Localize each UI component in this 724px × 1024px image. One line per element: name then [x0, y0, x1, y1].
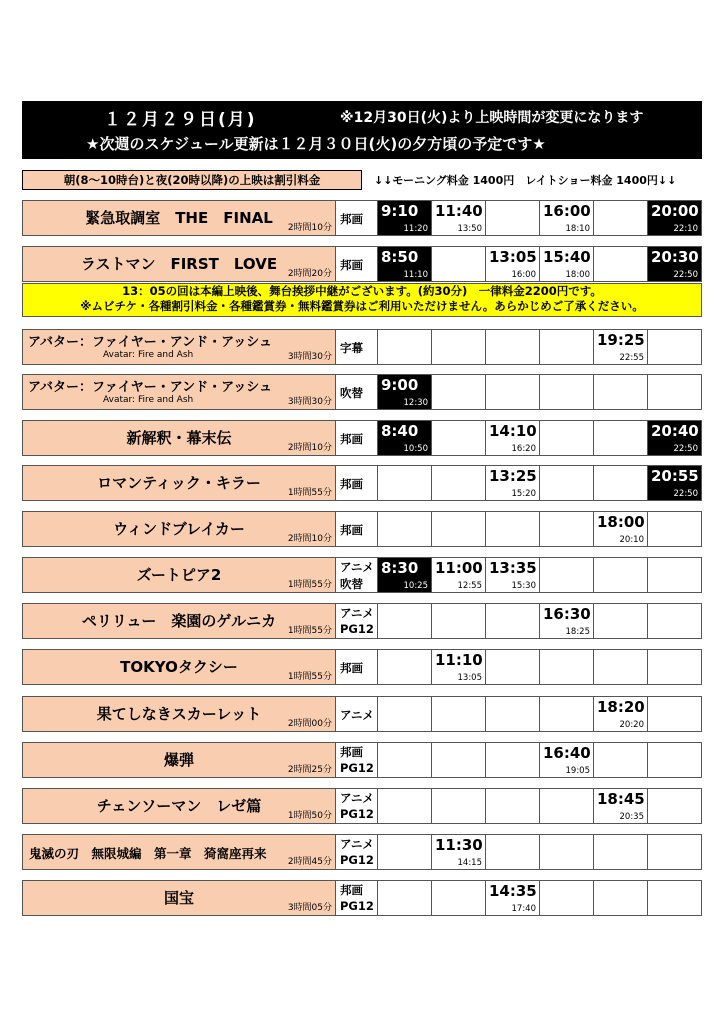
- showtime-end: 22:10: [673, 224, 698, 234]
- movie-row: [22, 246, 702, 282]
- empty-slot: [378, 743, 432, 777]
- movie-type-cell: [336, 604, 378, 638]
- empty-slot: [540, 697, 594, 731]
- movie-duration: 1時間55分: [287, 672, 332, 682]
- showtime-start: 13:25: [489, 467, 537, 485]
- movie-row: [22, 649, 702, 685]
- empty-slot: [378, 512, 432, 546]
- schedule-date: １２月２９日(月): [104, 110, 257, 130]
- showtime-end: 16:20: [511, 444, 536, 454]
- movie-type-cell: [336, 512, 378, 546]
- movie-type-label: アニメ: [340, 560, 374, 574]
- empty-slot: [594, 835, 648, 869]
- showtime-start: 8:50: [381, 248, 419, 266]
- showtime-start: 20:30: [651, 248, 699, 266]
- movie-duration: 2時間25分: [287, 765, 332, 775]
- empty-slot: [432, 247, 486, 281]
- empty-slot: [432, 604, 486, 638]
- showtime-slot: [594, 512, 648, 546]
- empty-slot: [486, 604, 540, 638]
- empty-slot: [594, 421, 648, 455]
- showtime-start: 19:25: [597, 331, 645, 349]
- movie-type-label: 邦画: [340, 477, 363, 491]
- movie-type-cell: [336, 201, 378, 235]
- movie-row: [22, 696, 702, 732]
- empty-slot: [594, 881, 648, 915]
- movie-title-cell: [23, 375, 336, 409]
- showtime-end: 16:00: [511, 270, 536, 280]
- movie-title: 新解釈・幕末伝: [126, 429, 232, 447]
- showtime-start: 16:40: [543, 744, 591, 762]
- movie-type-label: 邦画: [340, 212, 363, 226]
- empty-slot: [540, 512, 594, 546]
- showtime-start: 13:35: [489, 559, 537, 577]
- showtime-slot: [648, 466, 701, 500]
- movie-type-cell: [336, 881, 378, 915]
- movie-duration: 1時間55分: [287, 488, 332, 498]
- empty-slot: [378, 697, 432, 731]
- empty-slot: [432, 466, 486, 500]
- showtime-slot: [594, 330, 648, 364]
- movie-title-cell: [23, 881, 336, 915]
- showtime-slot: [378, 375, 432, 409]
- movie-type-label: 邦画: [340, 661, 363, 675]
- empty-slot: [648, 512, 701, 546]
- movie-type-cell: [336, 789, 378, 823]
- movie-type-cell: [336, 421, 378, 455]
- notice-line: 13：05の回は本編上映後、舞台挨拶中継がございます。(約30分) 一律料金2200円です。: [122, 284, 602, 298]
- empty-slot: [486, 650, 540, 684]
- movie-type-label: 邦画: [340, 432, 363, 446]
- movie-title: 果てしなきスカーレット: [96, 705, 262, 723]
- movie-title: ラストマン FIRST LOVE: [80, 255, 278, 273]
- showtime-start: 13:05: [489, 248, 537, 266]
- discount-rates: ↓↓モーニング料金 1400円 レイトショー料金 1400円↓↓: [374, 174, 677, 187]
- showtime-start: 18:00: [597, 513, 645, 531]
- movie-type-label: アニメ: [340, 708, 374, 722]
- movie-title-cell: [23, 466, 336, 500]
- movie-row: [22, 742, 702, 778]
- empty-slot: [594, 201, 648, 235]
- movie-title-cell: [23, 789, 336, 823]
- showtime-slot: [540, 743, 594, 777]
- movie-duration: 2時間10分: [287, 443, 332, 453]
- empty-slot: [486, 201, 540, 235]
- movie-type-label: 邦画: [340, 883, 363, 897]
- showtime-end: 22:50: [673, 270, 698, 280]
- movie-title-cell: [23, 558, 336, 592]
- movie-type-label: アニメ: [340, 837, 374, 851]
- showtime-end: 15:30: [511, 581, 536, 591]
- showtime-start: 18:45: [597, 790, 645, 808]
- empty-slot: [486, 697, 540, 731]
- movie-title-cell: [23, 421, 336, 455]
- showtime-slot: [648, 247, 701, 281]
- movie-type-label: 吹替: [340, 577, 363, 591]
- update-note: ★次週のスケジュール更新は１２月３０日(火)の夕方頃の予定です★: [86, 135, 546, 153]
- empty-slot: [432, 743, 486, 777]
- movie-type-label: 邦画: [340, 523, 363, 537]
- empty-slot: [432, 697, 486, 731]
- showtime-start: 8:40: [381, 422, 419, 440]
- movie-title-cell: [23, 697, 336, 731]
- discount-note: 朝(8～10時台)と夜(20時以降)の上映は割引料金: [22, 170, 362, 190]
- empty-slot: [486, 835, 540, 869]
- pricing-row: [22, 170, 702, 192]
- showtime-end: 18:10: [565, 224, 590, 234]
- movie-title: アバター：ファイヤー・アンド・アッシュ: [28, 380, 273, 395]
- empty-slot: [486, 330, 540, 364]
- showtime-end: 20:10: [619, 535, 644, 545]
- empty-slot: [432, 512, 486, 546]
- empty-slot: [486, 375, 540, 409]
- empty-slot: [540, 375, 594, 409]
- empty-slot: [648, 558, 701, 592]
- movie-type-label: アニメ: [340, 606, 374, 620]
- showtime-end: 22:50: [673, 489, 698, 499]
- empty-slot: [486, 789, 540, 823]
- movie-title: 国宝: [163, 889, 194, 907]
- showtime-end: 10:25: [403, 581, 428, 591]
- movie-duration: 2時間10分: [287, 223, 332, 233]
- movie-title: 緊急取調室 THE FINAL: [85, 209, 273, 227]
- empty-slot: [594, 247, 648, 281]
- showtime-start: 8:30: [381, 559, 419, 577]
- movie-title-cell: [23, 201, 336, 235]
- empty-slot: [540, 789, 594, 823]
- movie-title-cell: [23, 604, 336, 638]
- showtime-end: 11:10: [403, 270, 428, 280]
- movie-type-label: アニメ: [340, 791, 374, 805]
- movie-type-cell: [336, 375, 378, 409]
- showtime-slot: [540, 201, 594, 235]
- empty-slot: [648, 375, 701, 409]
- empty-slot: [540, 558, 594, 592]
- showtime-slot: [648, 201, 701, 235]
- empty-slot: [540, 421, 594, 455]
- showtime-end: 13:50: [457, 224, 482, 234]
- empty-slot: [378, 330, 432, 364]
- movie-duration: 2時間20分: [287, 269, 332, 279]
- movie-type-label: 吹替: [340, 386, 363, 400]
- movie-title: TOKYOタクシー: [120, 658, 238, 676]
- showtime-start: 20:00: [651, 202, 699, 220]
- showtime-slot: [540, 604, 594, 638]
- empty-slot: [648, 743, 701, 777]
- empty-slot: [540, 330, 594, 364]
- showtime-slot: [594, 789, 648, 823]
- empty-slot: [594, 743, 648, 777]
- movie-type-label: PG12: [340, 853, 374, 867]
- movie-row: [22, 374, 702, 410]
- showtime-slot: [486, 881, 540, 915]
- movie-title: 鬼滅の刃 無限城編 第一章 猗窩座再来: [29, 846, 267, 861]
- showtime-slot: [432, 201, 486, 235]
- showtime-slot: [432, 558, 486, 592]
- movie-row: [22, 329, 702, 365]
- movie-duration: 3時間05分: [287, 903, 332, 913]
- movie-row: [22, 834, 702, 870]
- movie-row: [22, 603, 702, 639]
- movie-row: [22, 788, 702, 824]
- showtime-start: 18:20: [597, 698, 645, 716]
- movie-type-cell: [336, 558, 378, 592]
- empty-slot: [540, 650, 594, 684]
- showtime-slot: [648, 421, 701, 455]
- movie-title-cell: [23, 330, 336, 364]
- event-notice: [22, 283, 702, 317]
- empty-slot: [378, 604, 432, 638]
- movie-type-label: PG12: [340, 899, 374, 913]
- showtime-slot: [594, 697, 648, 731]
- empty-slot: [378, 789, 432, 823]
- empty-slot: [432, 881, 486, 915]
- movie-title: アバター：ファイヤー・アンド・アッシュ: [28, 335, 273, 350]
- movie-title: ペリリュー 楽園のゲルニカ: [81, 612, 277, 630]
- movie-title: 爆弾: [163, 751, 194, 769]
- movie-type-cell: [336, 466, 378, 500]
- notice-line: ※ムビチケ・各種割引料金・各種鑑賞券・無料鑑賞券はご利用いただけません。あらかじめご了承ください。: [80, 299, 644, 313]
- empty-slot: [540, 466, 594, 500]
- showtime-end: 13:05: [457, 673, 482, 683]
- movie-type-cell: [336, 743, 378, 777]
- showtime-start: 11:10: [435, 651, 483, 669]
- showtime-slot: [378, 201, 432, 235]
- empty-slot: [378, 835, 432, 869]
- empty-slot: [432, 375, 486, 409]
- showtime-end: 18:00: [565, 270, 590, 280]
- empty-slot: [486, 512, 540, 546]
- empty-slot: [378, 650, 432, 684]
- movie-title: チェンソーマン レゼ篇: [96, 797, 262, 815]
- movie-row: [22, 880, 702, 916]
- empty-slot: [648, 835, 701, 869]
- showtime-slot: [378, 421, 432, 455]
- showtime-slot: [378, 558, 432, 592]
- movie-row: [22, 557, 702, 593]
- showtime-start: 14:35: [489, 882, 537, 900]
- movie-type-cell: [336, 330, 378, 364]
- movie-subtitle: Avatar: Fire and Ash: [103, 395, 194, 405]
- showtime-end: 22:55: [619, 353, 644, 363]
- movie-title-cell: [23, 835, 336, 869]
- showtime-slot: [432, 835, 486, 869]
- showtime-end: 11:20: [403, 224, 428, 234]
- movie-type-label: PG12: [340, 622, 374, 636]
- empty-slot: [648, 650, 701, 684]
- movie-duration: 3時間30分: [287, 397, 332, 407]
- empty-slot: [432, 330, 486, 364]
- showtime-end: 14:15: [457, 858, 482, 868]
- movie-type-label: PG12: [340, 807, 374, 821]
- showtime-slot: [486, 558, 540, 592]
- showtime-end: 15:20: [511, 489, 536, 499]
- showtime-slot: [486, 466, 540, 500]
- empty-slot: [648, 881, 701, 915]
- movie-type-cell: [336, 697, 378, 731]
- movie-row: [22, 511, 702, 547]
- empty-slot: [594, 604, 648, 638]
- showtime-end: 22:50: [673, 444, 698, 454]
- movie-row: [22, 420, 702, 456]
- movie-title: ロマンティック・キラー: [97, 474, 261, 492]
- movie-title: ウィンドブレイカー: [113, 520, 245, 538]
- time-change-note: ※12月30日(火)より上映時間が変更になります: [340, 110, 644, 126]
- showtime-slot: [486, 421, 540, 455]
- empty-slot: [594, 466, 648, 500]
- movie-duration: 1時間50分: [287, 811, 332, 821]
- movie-type-label: PG12: [340, 761, 374, 775]
- showtime-start: 11:00: [435, 559, 483, 577]
- movie-type-cell: [336, 650, 378, 684]
- movie-row: [22, 465, 702, 501]
- empty-slot: [648, 697, 701, 731]
- showtime-slot: [378, 247, 432, 281]
- movie-duration: 1時間55分: [287, 580, 332, 590]
- showtime-start: 20:40: [651, 422, 699, 440]
- empty-slot: [540, 881, 594, 915]
- movie-title-cell: [23, 743, 336, 777]
- showtime-end: 12:55: [457, 581, 482, 591]
- movie-title: ズートピア2: [136, 566, 222, 584]
- showtime-end: 20:20: [619, 720, 644, 730]
- empty-slot: [378, 466, 432, 500]
- showtime-end: 12:30: [403, 398, 428, 408]
- showtime-end: 18:25: [565, 627, 590, 637]
- movie-subtitle: Avatar: Fire and Ash: [103, 350, 194, 360]
- showtime-start: 9:00: [381, 376, 419, 394]
- showtime-slot: [432, 650, 486, 684]
- showtime-start: 11:40: [435, 202, 483, 220]
- empty-slot: [648, 789, 701, 823]
- empty-slot: [432, 789, 486, 823]
- empty-slot: [432, 421, 486, 455]
- showtime-start: 9:10: [381, 202, 419, 220]
- showtime-end: 19:05: [565, 766, 590, 776]
- schedule-header: [22, 101, 702, 159]
- movie-title-cell: [23, 247, 336, 281]
- movie-type-label: 邦画: [340, 745, 363, 759]
- movie-title-cell: [23, 512, 336, 546]
- showtime-start: 15:40: [543, 248, 591, 266]
- empty-slot: [648, 330, 701, 364]
- movie-duration: 2時間10分: [287, 534, 332, 544]
- movie-row: [22, 200, 702, 236]
- empty-slot: [648, 604, 701, 638]
- empty-slot: [594, 375, 648, 409]
- movie-type-cell: [336, 247, 378, 281]
- empty-slot: [378, 881, 432, 915]
- movie-duration: 1時間55分: [287, 626, 332, 636]
- showtime-end: 20:35: [619, 812, 644, 822]
- empty-slot: [540, 835, 594, 869]
- empty-slot: [594, 558, 648, 592]
- showtime-slot: [540, 247, 594, 281]
- showtime-start: 20:55: [651, 467, 699, 485]
- empty-slot: [594, 650, 648, 684]
- movie-type-label: 字幕: [340, 341, 363, 355]
- movie-duration: 2時間00分: [287, 719, 332, 729]
- showtime-start: 11:30: [435, 836, 483, 854]
- movie-type-label: 邦画: [340, 258, 363, 272]
- movie-duration: 2時間45分: [287, 857, 332, 867]
- showtime-slot: [486, 247, 540, 281]
- showtime-start: 14:10: [489, 422, 537, 440]
- showtime-start: 16:30: [543, 605, 591, 623]
- movie-title-cell: [23, 650, 336, 684]
- showtime-end: 10:50: [403, 444, 428, 454]
- empty-slot: [486, 743, 540, 777]
- showtime-end: 17:40: [511, 904, 536, 914]
- showtime-start: 16:00: [543, 202, 591, 220]
- movie-duration: 3時間30分: [287, 352, 332, 362]
- movie-type-cell: [336, 835, 378, 869]
